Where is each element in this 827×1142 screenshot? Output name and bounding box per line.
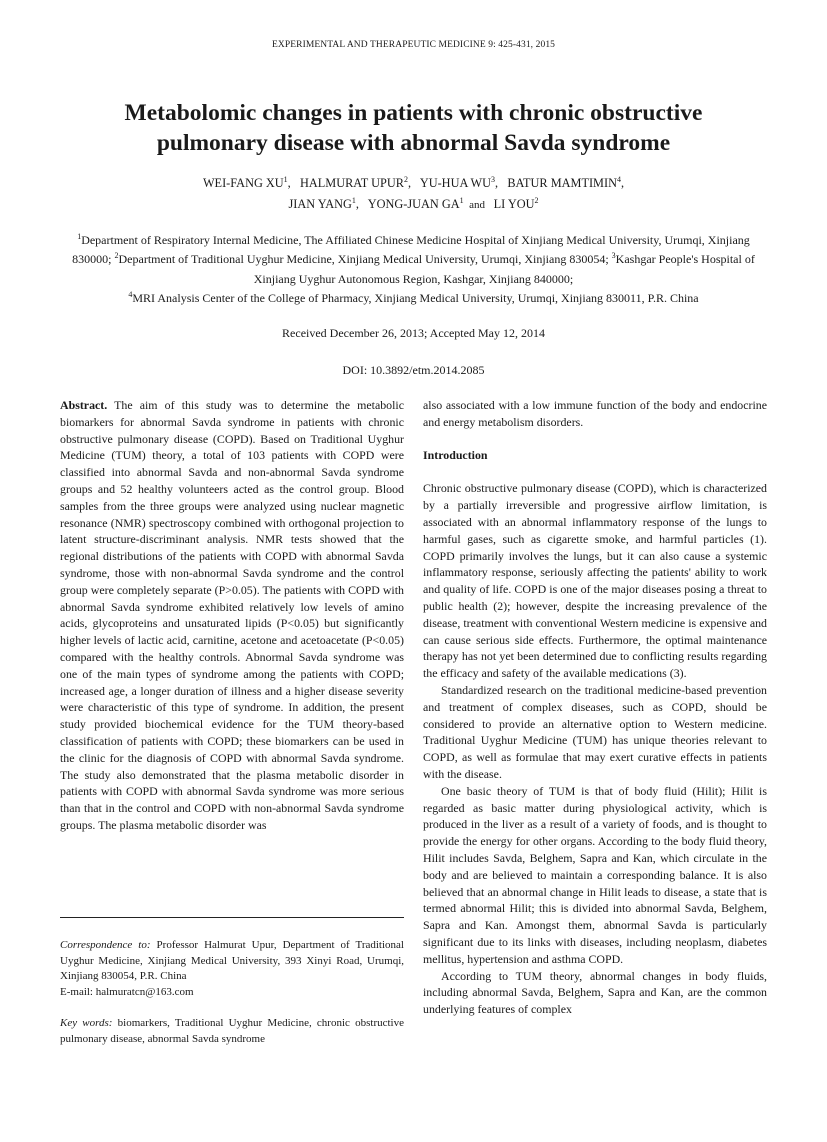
author-name: YU-HUA WU (419, 176, 491, 190)
affiliation-text: MRI Analysis Center of the College of Pharmacy, Xinjiang Medical University, Urumqi, Xinjiang 830011, P.R. China (132, 291, 699, 306)
author-separator: , (620, 176, 625, 190)
keywords-text: biomarkers, Traditional Uyghur Medicine, chronic obstructive pulmonary disease, abnormal Savda syndrome (60, 1017, 404, 1045)
running-head: EXPERIMENTAL AND THERAPEUTIC MEDICINE 9: 425-431, 2015 (271, 40, 556, 50)
intro-paragraph: One basic theory of TUM is that of body fluid (Hilit); Hilit is regarded as basic matter during physiological activity, which is produced in the liver as a result of a variety of foods, and is thought to provide the energy for other organs. According to the body fluid theory, Hilit includes Savda, Belghem, Sapra and Kan, which circulate in the body and are believed to maintain a corresponding balance. It is also believed that an abnormal change in Hilit leads to disease, a state that is termed abnormal Hilit; this is divided into abnormal Savda, Belghem, Sapra and Kan. Amongst them, abnormal Savda is particularly significant due to its links with diseases, including neoplasm, diabetes mellitus, hypertension and asthma COPD. (423, 783, 767, 966)
affil-sup: 2 (114, 251, 119, 261)
correspondence (60, 938, 404, 1000)
author-affil-sup: 1 (459, 196, 464, 205)
intro-paragraph: Standardized research on the traditional medicine-based prevention and treatment of complex diseases, such as COPD, should be considered to provide an alternative option to Western medicine. Traditional Uyghur Medicine (TUM) has unique theories relevant to COPD, as well as formulae that may exert curative effects in patients with the disease. (423, 682, 767, 781)
title-line-1: Metabolomic changes in patients with chronic obstructive (124, 100, 703, 126)
affiliations (60, 231, 767, 309)
received-dates: Received December 26, 2013; Accepted May 12, 2014 (282, 326, 545, 340)
doi: DOI: 10.3892/etm.2014.2085 (342, 363, 485, 377)
footnote-divider (60, 917, 404, 918)
author-line-2 (60, 194, 767, 216)
author-separator: , (495, 176, 505, 190)
article-title (60, 98, 767, 158)
keywords-label: Key words: (60, 1017, 113, 1029)
affil-sup: 4 (128, 290, 133, 300)
keywords (60, 1016, 404, 1047)
author-name: BATUR MAMTIMIN (507, 176, 617, 190)
author-name: JIAN YANG (288, 197, 352, 211)
author-list (60, 173, 767, 216)
author-separator: , (407, 176, 418, 190)
intro-paragraph: Chronic obstructive pulmonary disease (COPD), which is characterized by a partially irreversible and progressive airflow limitation, is associated with an abnormal inflammatory response of the lungs to harmful gases, such as cigarette smoke, and harmful particles (1). COPD primarily involves the lungs, but it can also cause a systemic inflammatory response, seriously affecting the patients' ability to work and quality of life. COPD is one of the major diseases posing a threat to public health (2); however, despite the increasing prevalence of the disease, treatment with conventional Western medicine is expensive and can cause serious side effects. Furthermore, the optimal maintenance therapy has not yet been determined due to conflicting results regarding the efficacy and safety of the available medications (3). (423, 481, 767, 681)
affil-sup: 1 (77, 232, 82, 241)
abstract-label: Abstract. (60, 398, 108, 412)
author-separator: , (287, 176, 297, 190)
affil-sup: 3 (611, 251, 616, 261)
author-name: WEI-FANG XU (202, 176, 284, 190)
author-name: YONG-JUAN GA (367, 197, 460, 211)
affiliation-text: Kashgar People's Hospital of Xinjiang Uyghur Autonomous Region, Kashgar, Xinjiang 840000; (253, 252, 755, 286)
abstract-continuation: also associated with a low immune function of the body and endocrine and energy metabolism disorders. (423, 398, 767, 429)
correspondence-label: Correspondence to: (60, 939, 151, 951)
correspondence-email[interactable]: E-mail: halmuratcn@163.com (60, 985, 194, 998)
author-name: LI YOU (493, 197, 535, 211)
abstract (60, 397, 404, 834)
affiliation-text: Department of Respiratory Internal Medicine, The Affiliated Chinese Medicine Hospital of Xinjiang Medical University, Urumqi, Xinjiang 830000; (72, 233, 750, 267)
author-separator: and (463, 199, 491, 211)
author-separator: , (355, 197, 366, 211)
author-name: HALMURAT UPUR (299, 176, 404, 190)
section-heading-introduction: Introduction (423, 447, 488, 462)
affiliation-text: Department of Traditional Uyghur Medicine, Xinjiang Medical University, Urumqi, Xinjiang 830054; (118, 252, 612, 267)
author-affil-sup: 3 (491, 175, 495, 184)
title-line-2: pulmonary disease with abnormal Savda syndrome (156, 130, 671, 156)
right-column (423, 397, 767, 1018)
author-affil-sup: 4 (616, 175, 621, 184)
author-affil-sup: 2 (403, 175, 408, 184)
abstract-text: The aim of this study was to determine the metabolic biomarkers for abnormal Savda syndrome in patients with chronic obstructive pulmonary disease (COPD). Based on Traditional Uyghur Medicine (TUM) theory, a total of 103 patients with COPD were classified into abnormal Savda and non-abnormal Savda syndrome groups and 52 healthy volunteers acted as the control group. Blood samples from the three groups were analyzed using nuclear magnetic resonance (NMR) spectroscopy combined with orthogonal projection to latent structure-discriminant analysis. NMR tests showed that the regional distributions of the patients with COPD with abnormal Savda syndrome, those with non-abnormal Savda syndrome and the control group were completely separate (P>0.05). The patients with COPD with abnormal Savda syndrome exhibited relatively low levels of amino acids, glycoproteins and unsaturated lipids (P<0.05) but significantly higher levels of lactic acid, carnitine, acetone and acetoacetate (P<0.05) compared with the healthy controls. Abnormal Savda syndrome was one of the main types of syndrome among the patients with COPD; increased age, a longer duration of illness and a higher disease severity were characteristic of this type of syndrome. In addition, the present study provided biochemical evidence for the TUM theory-based classification of patients with COPD; these biomarkers can be used in the clinic for the diagnosis of COPD with abnormal Savda syndrome. The study also demonstrated that the plasma metabolic disorder in patients with COPD with abnormal Savda syndrome was more serious than that in the control and COPD with non-abnormal Savda syndrome groups. The plasma metabolic disorder was (60, 398, 404, 832)
author-affil-sup: 1 (283, 175, 288, 184)
correspondence-text: Professor Halmurat Upur, Department of Traditional Uyghur Medicine, Xinjiang Medical University, 393 Xinyi Road, Urumqi, Xinjiang 830054, P.R. China (60, 939, 404, 983)
left-column (60, 397, 404, 834)
intro-paragraph: According to TUM theory, abnormal changes in body fluids, including abnormal Savda, Belghem, Sapra and Kan, are the common underlying features of complex (423, 968, 767, 1017)
author-affil-sup: 1 (351, 196, 356, 205)
author-line-1 (60, 173, 767, 194)
author-affil-sup: 2 (534, 196, 539, 205)
